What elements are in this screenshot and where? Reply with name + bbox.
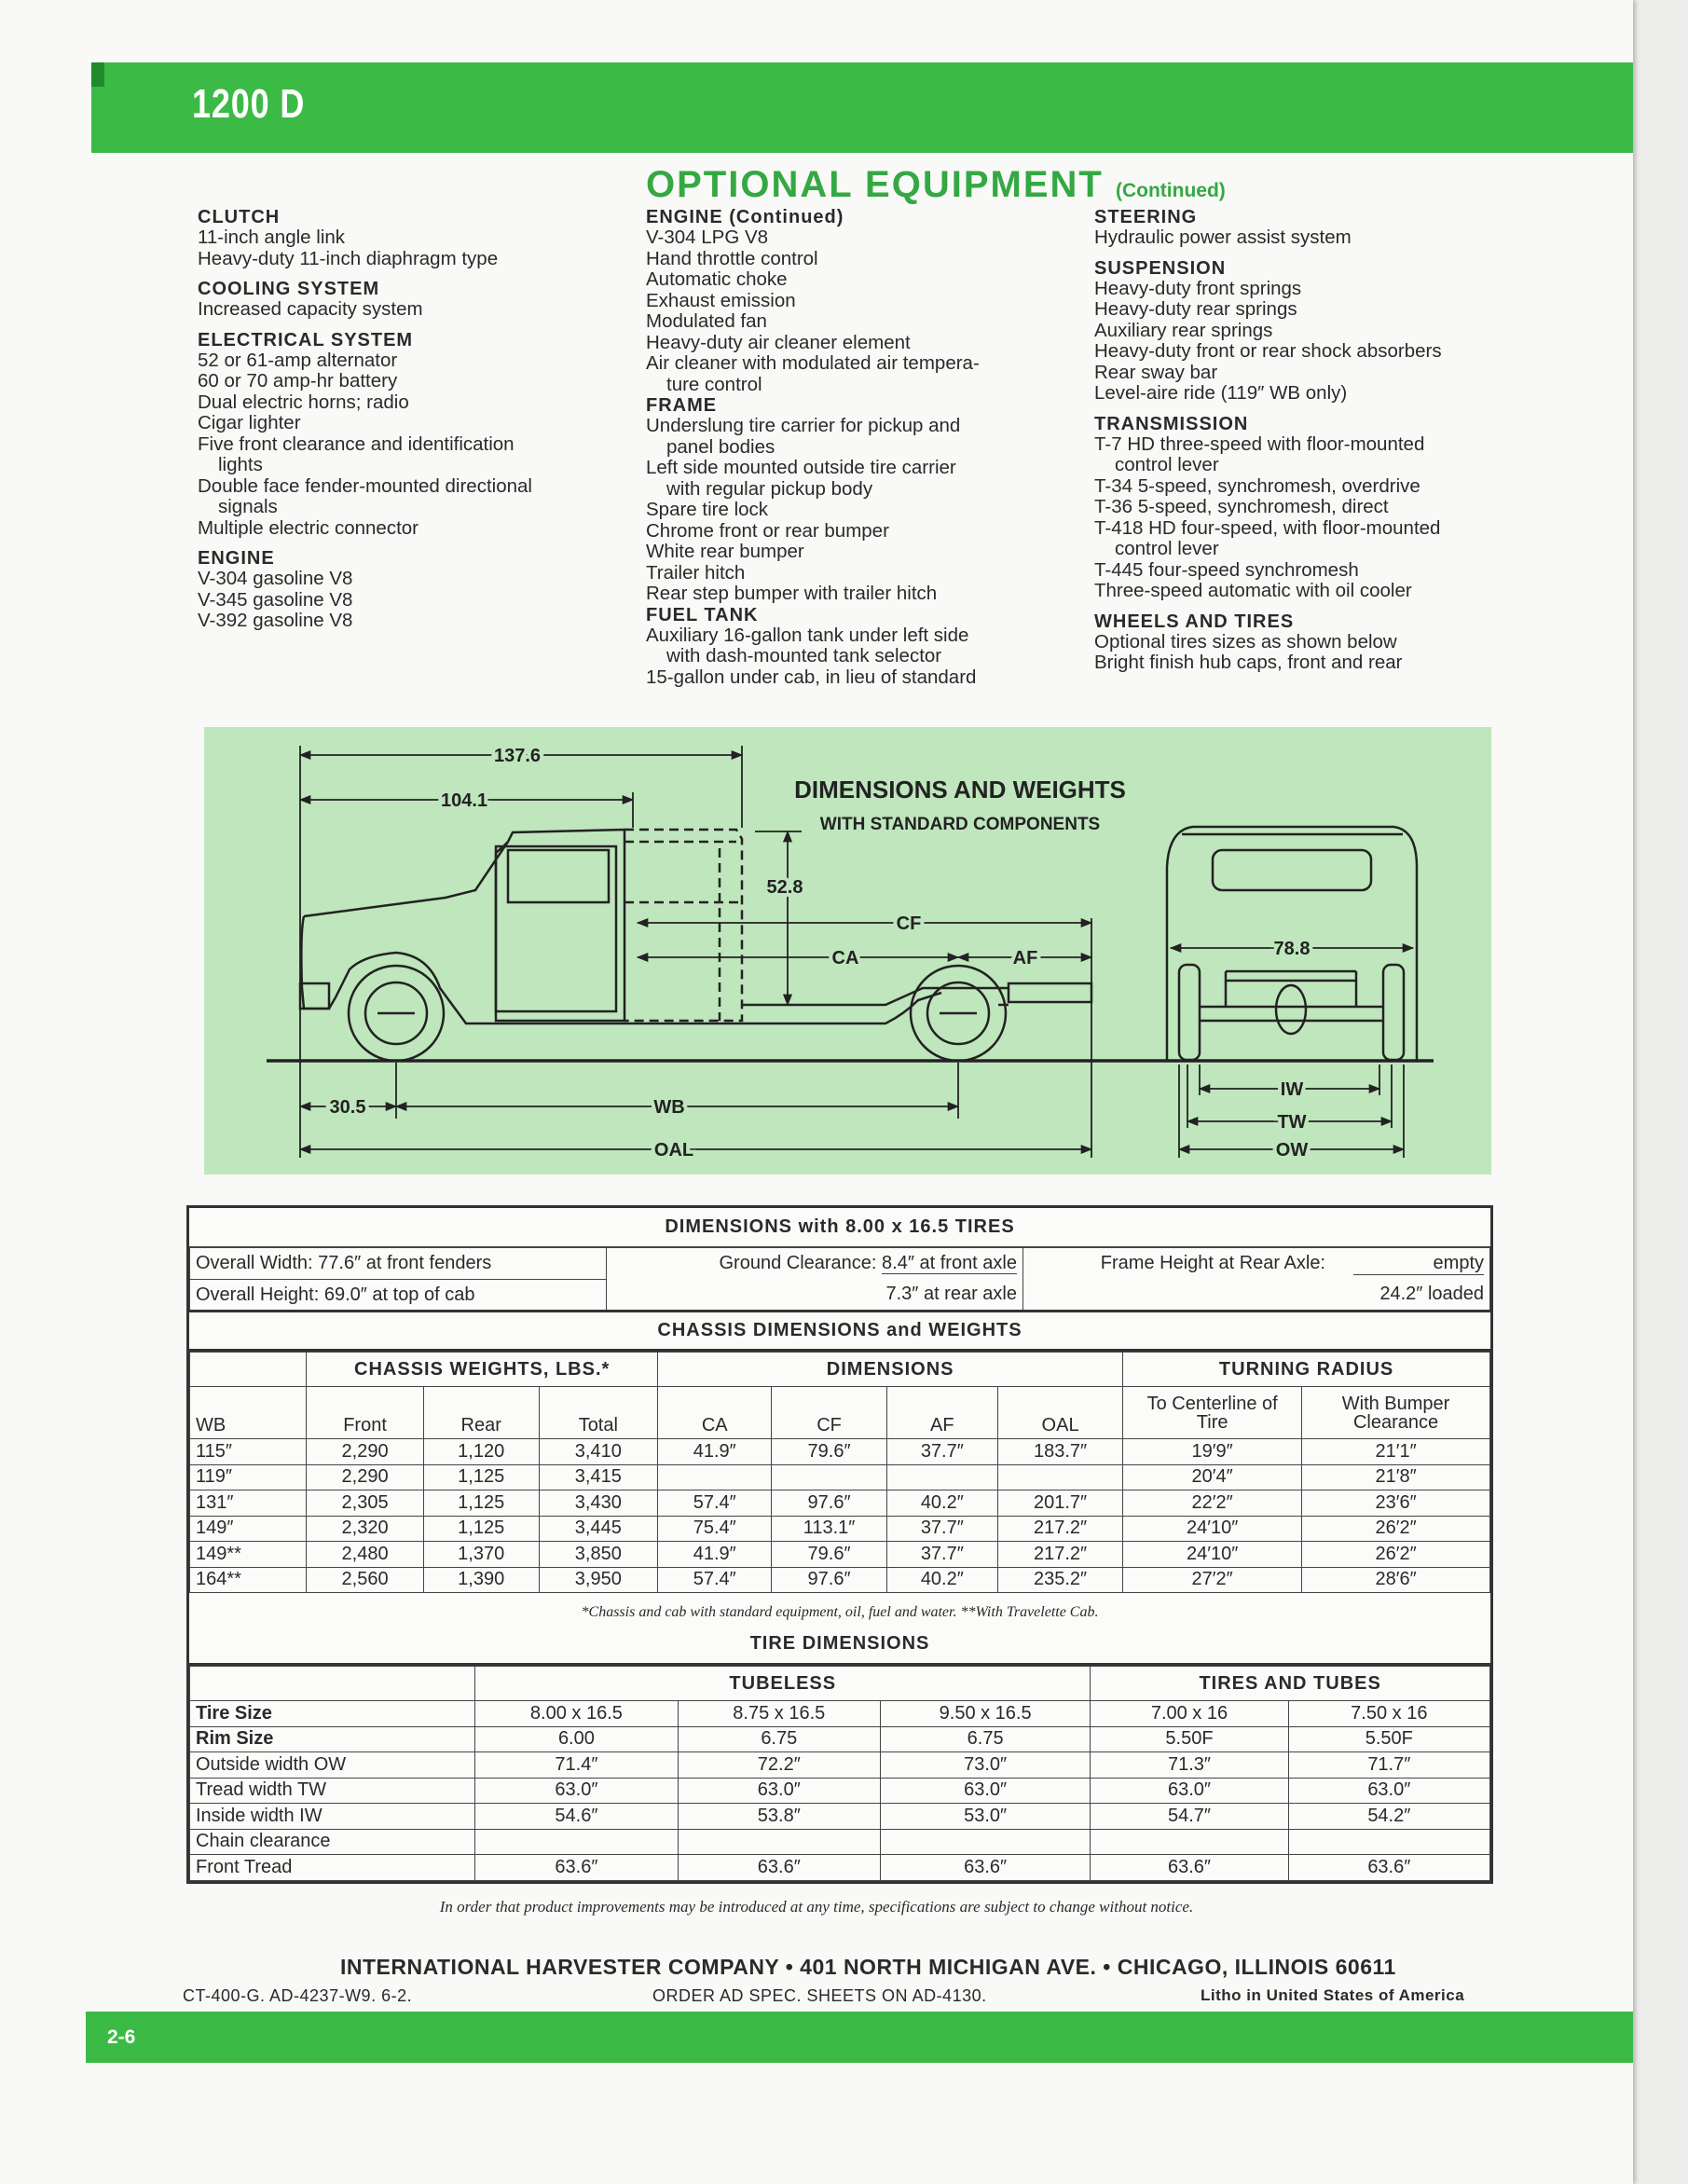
table-cell: 115″ [190,1439,307,1465]
equipment-item [198,392,608,414]
overall-height: Overall Height: 69.0″ at top of cab [190,1280,607,1312]
table-cell: 41.9″ [658,1542,772,1568]
table-cell: 57.4″ [658,1567,772,1593]
section-heading: ENGINE [198,548,275,569]
table-row [190,1464,1490,1490]
item-line: ture control [666,373,762,395]
equipment-item [646,542,1065,563]
chassis-header-row [190,1387,1490,1439]
table-cell: 3,850 [539,1542,658,1568]
item-line: Multiple electric connector [198,516,419,539]
equipment-item [198,434,608,476]
table-cell: 63.6″ [1288,1855,1489,1881]
table-cell: 6.00 [475,1726,678,1752]
table-cell: 37.7″ [886,1439,997,1465]
overall-dims-table [189,1247,1490,1312]
section-heading: STEERING [1094,207,1198,227]
dim-tw: TW [1277,1112,1307,1133]
table-cell: 6.75 [880,1726,1090,1752]
table-cell: 72.2″ [678,1752,880,1779]
table-cell: Chain clearance [190,1829,475,1855]
diagram-subtitle: WITH STANDARD COMPONENTS [819,815,1101,834]
table-cell: 26′2″ [1302,1516,1490,1542]
column-header: With Bumper Clearance [1302,1387,1490,1439]
item-line: with regular pickup body [666,477,873,500]
table-cell: 63.6″ [475,1855,678,1881]
item-line: Heavy-duty front springs [1094,277,1302,299]
item-line: Left side mounted outside tire carrier [646,457,956,478]
section-heading: WHEELS AND TIRES [1094,611,1295,632]
dim-52-8: 52.8 [766,877,803,898]
equipment-item [646,311,1065,333]
table-cell: 1,370 [423,1542,539,1568]
group-header: TUBELESS [475,1667,1091,1701]
chassis-title: CHASSIS DIMENSIONS and WEIGHTS [189,1312,1490,1352]
table-cell: 63.6″ [678,1855,880,1881]
table-row [190,1439,1490,1465]
disclaimer: In order that product improvements may be introduced at any time, specifications are subject to change without notice. [439,1898,1194,1916]
table-cell [1091,1829,1288,1855]
table-cell: 2,290 [307,1464,424,1490]
table-cell: 40.2″ [886,1490,997,1517]
tire-group-row [190,1667,1490,1701]
equipment-item [1094,632,1523,653]
table-cell: 21′1″ [1302,1439,1490,1465]
item-line: Auxiliary rear springs [1094,319,1273,341]
truck-side-view [300,830,1091,1061]
table-cell: 63.0″ [1091,1778,1288,1804]
table-cell: 24′10″ [1123,1542,1302,1568]
table-row [190,1542,1490,1568]
item-line: T-34 5-speed, synchromesh, overdrive [1094,474,1420,497]
item-line: Rear step bumper with trailer hitch [646,583,938,604]
item-line: control lever [1115,454,1219,475]
column-header: Rear [423,1387,539,1439]
table-cell: 71.4″ [475,1752,678,1779]
item-line: Optional tires sizes as shown below [1094,630,1397,652]
form-codes: CT-400-G. AD-4237-W9. 6-2. [183,1986,413,2005]
table-cell: 1,125 [423,1516,539,1542]
dim-104-1: 104.1 [440,790,488,811]
equipment-item [646,333,1065,354]
table-cell: 183.7″ [997,1439,1122,1465]
table-cell: 20′4″ [1123,1464,1302,1490]
table-cell [678,1829,880,1855]
equipment-item [646,269,1065,291]
item-line: Three-speed automatic with oil cooler [1094,580,1412,601]
equipment-column-2 [646,207,1065,688]
item-line: lights [218,454,263,475]
table-row [190,1516,1490,1542]
table-cell [772,1464,886,1490]
dim-cf: CF [896,913,922,934]
section-title-suffix: (Continued) [1115,180,1226,201]
header-corner [91,62,104,87]
section-title-main: OPTIONAL EQUIPMENT [646,164,1104,205]
dim-af: AF [1012,948,1038,968]
section-heading: ELECTRICAL SYSTEM [198,329,414,350]
column-header: To Centerline of Tire [1123,1387,1302,1439]
item-line: Cigar lighter [198,412,301,433]
table-cell: 113.1″ [772,1516,886,1542]
item-line: Five front clearance and identification [198,433,515,455]
equipment-item [1094,497,1523,518]
dim-78-8: 78.8 [1273,939,1311,959]
item-line: Bright finish hub caps, front and rear [1094,652,1403,673]
table-cell: 97.6″ [772,1567,886,1593]
table-cell: 27′2″ [1123,1567,1302,1593]
table-cell [880,1829,1090,1855]
dim-ow: OW [1275,1140,1309,1161]
table-row [190,1829,1490,1855]
equipment-item [1094,299,1523,321]
litho-note: Litho in United States of America [1201,1986,1465,2004]
item-line: panel bodies [666,435,775,458]
table-cell: 1,125 [423,1490,539,1517]
table-cell: Tire Size [190,1701,475,1727]
equipment-item [1094,383,1523,405]
ground-clearance-front [607,1248,1023,1280]
item-line: Hydraulic power assist system [1094,227,1352,248]
equipment-column-1 [198,207,608,632]
table-cell: 24′10″ [1123,1516,1302,1542]
table-cell: 119″ [190,1464,307,1490]
frame-height-loaded: 24.2″ loaded [1023,1280,1490,1312]
tire-table [189,1666,1490,1881]
overall-width: Overall Width: 77.6″ at front fenders [190,1248,607,1280]
table-row [190,1490,1490,1517]
diagram-title: DIMENSIONS AND WEIGHTS [794,776,1126,804]
item-line: 11-inch angle link [198,227,346,248]
table-cell: 40.2″ [886,1567,997,1593]
table-row [190,1726,1490,1752]
table-cell: 3,445 [539,1516,658,1542]
wb-group-blank [190,1353,307,1387]
group-header: TIRES AND TUBES [1091,1667,1490,1701]
equipment-item [646,500,1065,521]
item-line: Modulated fan [646,310,767,332]
column-header: Front [307,1387,424,1439]
table-cell: 97.6″ [772,1490,886,1517]
equipment-item [646,458,1065,500]
equipment-item [198,249,608,270]
equipment-item [1094,652,1523,674]
equipment-item [1094,560,1523,582]
table-cell: 79.6″ [772,1439,886,1465]
table-cell: 63.6″ [880,1855,1090,1881]
table-cell: 5.50F [1091,1726,1288,1752]
table-cell [475,1829,678,1855]
item-line: V-304 gasoline V8 [198,568,353,589]
group-header: TURNING RADIUS [1123,1353,1490,1387]
table-cell: Front Tread [190,1855,475,1881]
table-cell: 2,320 [307,1516,424,1542]
table-cell: 201.7″ [997,1490,1122,1517]
frame-height-empty: empty [1353,1253,1484,1275]
model-title: 1200 D [192,81,306,127]
equipment-item [1094,518,1523,560]
equipment-item [646,625,1065,667]
table-cell: 37.7″ [886,1542,997,1568]
table-cell: 5.50F [1288,1726,1489,1752]
table-cell: 2,560 [307,1567,424,1593]
table-cell: 149** [190,1542,307,1568]
table-cell: 37.7″ [886,1516,997,1542]
company-address: INTERNATIONAL HARVESTER COMPANY • 401 NORTH MICHIGAN AVE. • CHICAGO, ILLINOIS 60611 [340,1955,1396,1979]
column-header: CA [658,1387,772,1439]
item-line: Heavy-duty air cleaner element [646,331,911,353]
item-line: Hand throttle control [646,247,818,269]
table-cell [1288,1829,1489,1855]
item-line: signals [218,496,278,517]
section-title [646,164,1226,206]
table-cell: 6.75 [678,1726,880,1752]
equipment-item [198,227,608,249]
dim-30-5: 30.5 [329,1097,366,1118]
table-cell: 28′6″ [1302,1567,1490,1593]
specifications-table [186,1205,1493,1884]
table-cell: 1,125 [423,1464,539,1490]
item-line: Air cleaner with modulated air tempera- [646,352,980,374]
item-line: Increased capacity system [198,298,423,320]
header-band [91,62,1633,153]
table-cell: Rim Size [190,1726,475,1752]
table-cell: 63.0″ [678,1778,880,1804]
item-line: Double face fender-mounted directional [198,474,532,497]
table-cell: 54.7″ [1091,1804,1288,1830]
column-header: CF [772,1387,886,1439]
table-cell: 54.2″ [1288,1804,1489,1830]
item-line: Dual electric horns; radio [198,391,409,413]
equipment-item [1094,227,1523,249]
item-line: T-7 HD three-speed with floor-mounted [1094,433,1425,455]
table-cell: 71.3″ [1091,1752,1288,1779]
table-row [190,1778,1490,1804]
item-line: Auxiliary 16-gallon tank under left side [646,624,969,646]
item-line: 60 or 70 amp-hr battery [198,370,398,391]
equipment-item [646,291,1065,312]
item-line: Heavy-duty 11-inch diaphragm type [198,247,499,269]
table-cell: 2,290 [307,1439,424,1465]
table-cell: Inside width IW [190,1804,475,1830]
item-line: V-345 gasoline V8 [198,588,353,611]
dimensions-diagram [204,727,1491,1174]
equipment-item [1094,363,1523,384]
item-line: Exhaust emission [646,289,796,311]
item-line: T-445 four-speed synchromesh [1094,558,1359,581]
equipment-item [646,227,1065,249]
table-cell: 63.0″ [1288,1778,1489,1804]
equipment-item [198,518,608,540]
table-cell: 3,415 [539,1464,658,1490]
ground-clearance-front-value: 8.4″ at front axle [882,1253,1017,1274]
section-heading: CLUTCH [198,207,281,227]
table-cell [886,1464,997,1490]
equipment-item [198,569,608,590]
table-cell: 164** [190,1567,307,1593]
table-cell: 53.8″ [678,1804,880,1830]
column-header: AF [886,1387,997,1439]
tire-group-blank [190,1667,475,1701]
item-line: Underslung tire carrier for pickup and [646,415,961,436]
table-cell: 75.4″ [658,1516,772,1542]
section-heading: TRANSMISSION [1094,413,1249,434]
equipment-item [646,416,1065,458]
table-cell: 21′8″ [1302,1464,1490,1490]
table-cell: 149″ [190,1516,307,1542]
table-cell: 63.0″ [880,1778,1090,1804]
table-cell: 131″ [190,1490,307,1517]
section-heading: ENGINE (Continued) [646,207,844,227]
table-cell: 2,305 [307,1490,424,1517]
item-line: White rear bumper [646,541,804,562]
table-cell: 19′9″ [1123,1439,1302,1465]
equipment-item [198,299,608,321]
table-row [190,1804,1490,1830]
frame-height-label: Frame Height at Rear Axle: [1100,1252,1325,1273]
item-line: Level-aire ride (119″ WB only) [1094,382,1348,404]
equipment-item [646,249,1065,270]
table-cell: 217.2″ [997,1542,1122,1568]
chassis-footnote: *Chassis and cab with standard equipment, oil, fuel and water. **With Travelette Cab. [581,1604,1099,1620]
ground-clearance-label: Ground Clearance: [719,1253,877,1274]
table-cell: 1,120 [423,1439,539,1465]
equipment-item [1094,434,1523,476]
table-cell: 7.00 x 16 [1091,1701,1288,1727]
equipment-item [198,476,608,518]
table-cell: 9.50 x 16.5 [880,1701,1090,1727]
equipment-item [646,521,1065,543]
item-line: V-392 gasoline V8 [198,610,353,631]
equipment-item [198,371,608,392]
table-row [190,1855,1490,1881]
dim-iw: IW [1280,1079,1304,1100]
dims-title: DIMENSIONS with 8.00 x 16.5 TIRES [189,1208,1490,1247]
table-cell: 26′2″ [1302,1542,1490,1568]
item-line: 52 or 61-amp alternator [198,349,398,371]
table-cell: 63.6″ [1091,1855,1288,1881]
equipment-item [1094,321,1523,342]
dim-137-6: 137.6 [493,746,542,766]
page-number: 2-6 [107,2026,136,2048]
item-line: 15-gallon under cab, in lieu of standard [646,666,977,688]
equipment-item [646,353,1065,395]
table-cell: Outside width OW [190,1752,475,1779]
item-line: Trailer hitch [646,561,746,584]
equipment-item [1094,341,1523,363]
table-cell: 41.9″ [658,1439,772,1465]
item-line: Heavy-duty rear springs [1094,298,1297,320]
dim-wb: WB [653,1097,685,1118]
item-line: with dash-mounted tank selector [666,645,942,666]
table-cell: 71.7″ [1288,1752,1489,1779]
dim-oal: OAL [653,1140,694,1161]
item-line: T-418 HD four-speed, with floor-mounted [1094,516,1441,539]
table-cell [658,1464,772,1490]
equipment-item [1094,581,1523,602]
section-heading: COOLING SYSTEM [198,279,380,299]
dim-ca: CA [831,948,859,968]
table-cell: 3,430 [539,1490,658,1517]
table-cell: 7.50 x 16 [1288,1701,1489,1727]
item-line: T-36 5-speed, synchromesh, direct [1094,496,1389,517]
equipment-item [646,584,1065,605]
equipment-item [1094,476,1523,498]
item-line: Automatic choke [646,268,788,290]
equipment-item [646,667,1065,689]
item-line: control lever [1115,538,1219,559]
column-header: WB [190,1387,307,1439]
equipment-item [1094,279,1523,300]
equipment-item [646,563,1065,584]
section-heading: FRAME [646,395,718,416]
table-cell: 2,480 [307,1542,424,1568]
table-cell [997,1464,1122,1490]
equipment-column-3 [1094,207,1523,674]
table-row [190,1701,1490,1727]
table-cell: 54.6″ [475,1804,678,1830]
order-note: ORDER AD SPEC. SHEETS ON AD-4130. [652,1986,987,2005]
table-cell: 57.4″ [658,1490,772,1517]
section-heading: FUEL TANK [646,604,759,625]
group-header: CHASSIS WEIGHTS, LBS.* [307,1353,658,1387]
table-cell: 217.2″ [997,1516,1122,1542]
equipment-item [198,350,608,372]
column-header: OAL [997,1387,1122,1439]
table-cell: 73.0″ [880,1752,1090,1779]
table-cell: 79.6″ [772,1542,886,1568]
table-row [190,1752,1490,1779]
equipment-item [198,611,608,632]
column-header: Total [539,1387,658,1439]
tire-title: TIRE DIMENSIONS [189,1632,1490,1666]
table-cell: 3,950 [539,1567,658,1593]
table-cell: 1,390 [423,1567,539,1593]
table-cell: 63.0″ [475,1778,678,1804]
equipment-item [198,590,608,611]
table-cell: 23′6″ [1302,1490,1490,1517]
table-cell: 8.75 x 16.5 [678,1701,880,1727]
item-line: Rear sway bar [1094,361,1218,383]
footer-band [86,2012,1633,2063]
table-cell: Tread width TW [190,1778,475,1804]
chassis-group-row [190,1353,1490,1387]
table-cell: 3,410 [539,1439,658,1465]
ground-clearance-rear: 7.3″ at rear axle [607,1280,1023,1312]
table-cell: 22′2″ [1123,1490,1302,1517]
item-line: Chrome front or rear bumper [646,519,889,542]
table-cell: 53.0″ [880,1804,1090,1830]
truck-drawing [196,718,1501,1184]
equipment-item [198,413,608,434]
item-line: Heavy-duty front or rear shock absorbers [1094,340,1442,362]
table-row [190,1567,1490,1593]
frame-height [1023,1248,1490,1280]
table-cell: 8.00 x 16.5 [475,1701,678,1727]
section-heading: SUSPENSION [1094,257,1227,279]
group-header: DIMENSIONS [658,1353,1123,1387]
table-cell: 235.2″ [997,1567,1122,1593]
item-line: Spare tire lock [646,499,769,520]
chassis-table [189,1352,1490,1593]
item-line: V-304 LPG V8 [646,227,769,248]
